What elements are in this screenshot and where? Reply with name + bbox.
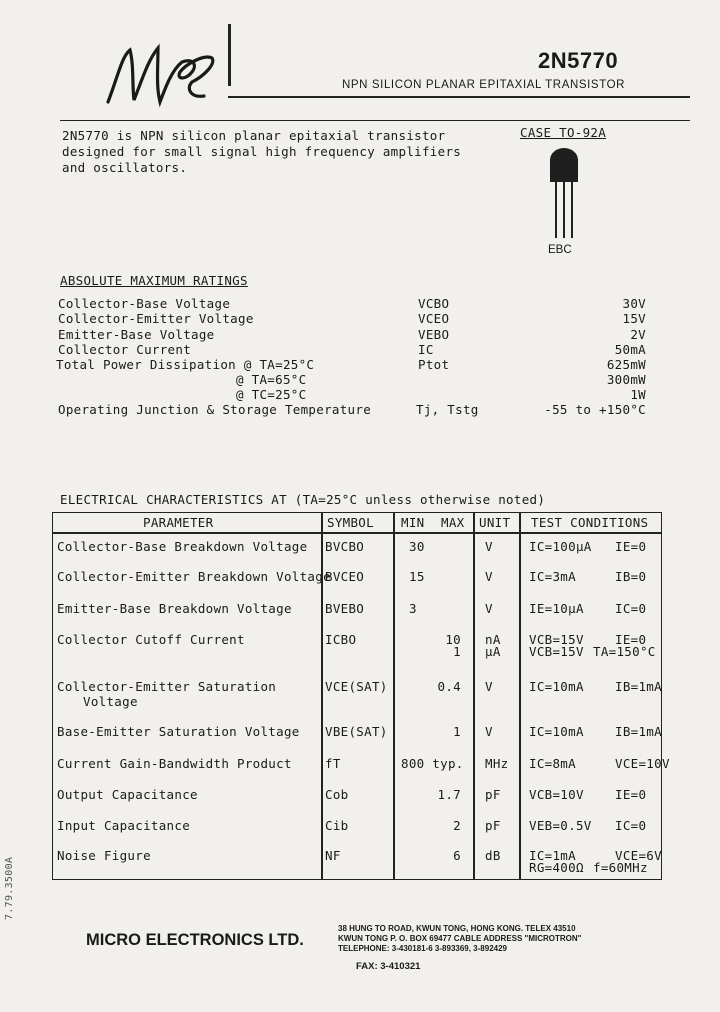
company-address xyxy=(338,924,581,954)
abs-max-param: @ TA=65°C xyxy=(236,372,307,387)
ec-param: Collector Cutoff Current xyxy=(57,632,245,647)
ec-param: Noise Figure xyxy=(57,848,151,863)
ec-unit: V xyxy=(485,539,493,554)
abs-max-symbol: Ptot xyxy=(418,357,450,372)
ec-test: VCB=10V xyxy=(529,787,584,802)
abs-max-symbol: VCEO xyxy=(418,311,450,326)
intro-line: and oscillators. xyxy=(62,160,188,175)
ec-symbol: BVEBO xyxy=(325,601,365,616)
ec-test: IC=0 xyxy=(615,601,647,616)
ec-param-cont: Voltage xyxy=(83,694,138,709)
abs-max-symbol: VEBO xyxy=(418,327,450,342)
address-line: TELEPHONE: 3-430181-6 3-893369, 3-892429 xyxy=(338,944,507,953)
ec-max: 10 xyxy=(445,632,461,647)
ec-param: Collector-Base Breakdown Voltage xyxy=(57,539,308,554)
col-header-test: TEST CONDITIONS xyxy=(531,515,649,530)
ec-param: Collector-Emitter Saturation xyxy=(57,679,277,694)
abs-max-heading: ABSOLUTE MAXIMUM RATINGS xyxy=(60,273,248,288)
ec-test: VCB=15V xyxy=(529,632,584,647)
ec-test: VCE=6V xyxy=(615,848,662,863)
part-number: 2N5770 xyxy=(538,48,619,73)
abs-max-value: 1W xyxy=(630,387,646,402)
ec-unit: V xyxy=(485,601,493,616)
abs-max-param: Collector Current xyxy=(58,342,192,357)
abs-max-symbol: Tj, Tstg xyxy=(416,402,479,417)
abs-max-param: @ TC=25°C xyxy=(236,387,307,402)
abs-max-value: 15V xyxy=(622,311,646,326)
ec-test: IC=10mA xyxy=(529,724,584,739)
ec-param: Output Capacitance xyxy=(57,787,198,802)
ec-test: IB=0 xyxy=(615,569,647,584)
ec-param: Current Gain-Bandwidth Product xyxy=(57,756,292,771)
ec-test: IC=1mA xyxy=(529,848,576,863)
col-header-max: MAX xyxy=(441,515,465,530)
ec-test: IC=0 xyxy=(615,818,647,833)
ec-unit: pF xyxy=(485,818,501,833)
abs-max-symbol: IC xyxy=(418,342,434,357)
ec-test: VCB=15V xyxy=(529,644,584,659)
ec-param: Emitter-Base Breakdown Voltage xyxy=(57,601,292,616)
intro-line: 2N5770 is NPN silicon planar epitaxial transistor xyxy=(62,128,446,143)
ec-symbol: BVCBO xyxy=(325,539,365,554)
company-logo xyxy=(100,36,230,114)
to92-package-drawing xyxy=(544,146,584,246)
abs-max-value: -55 to +150°C xyxy=(544,402,646,417)
abs-max-param: Emitter-Base Voltage xyxy=(58,327,215,342)
ec-unit: dB xyxy=(485,848,501,863)
col-divider xyxy=(473,513,475,879)
intro-line: designed for small signal high frequency amplifiers xyxy=(62,144,462,159)
ec-unit: V xyxy=(485,724,493,739)
ec-max: 1 xyxy=(453,724,461,739)
ec-test: IC=3mA xyxy=(529,569,576,584)
col-header-parameter: PARAMETER xyxy=(143,515,214,530)
ec-unit: V xyxy=(485,679,493,694)
abs-max-value: 2V xyxy=(630,327,646,342)
abs-max-value: 625mW xyxy=(606,357,646,372)
ec-symbol: ICBO xyxy=(325,632,357,647)
ec-max: 0.4 xyxy=(437,679,461,694)
ec-symbol: VCE(SAT) xyxy=(325,679,388,694)
ec-unit: μA xyxy=(485,644,501,659)
ec-test: IC=8mA xyxy=(529,756,576,771)
abs-max-value: 30V xyxy=(622,296,646,311)
col-divider xyxy=(519,513,521,879)
ec-symbol: Cib xyxy=(325,818,349,833)
ec-max: 2 xyxy=(453,818,461,833)
ec-min: 800 typ. xyxy=(401,756,464,771)
header-row-rule xyxy=(53,532,661,534)
address-line: KWUN TONG P. O. BOX 69477 CABLE ADDRESS "MICROTRON" xyxy=(338,934,582,943)
ec-unit: V xyxy=(485,569,493,584)
col-divider xyxy=(393,513,395,879)
ec-max: 1 xyxy=(453,644,461,659)
ec-test: TA=150°C xyxy=(593,644,656,659)
case-label: CASE TO-92A xyxy=(520,125,607,140)
abs-max-value: 50mA xyxy=(614,342,646,357)
abs-max-param: Collector-Emitter Voltage xyxy=(58,311,254,326)
elec-table xyxy=(52,512,670,880)
ec-test: IC=100μA xyxy=(529,539,592,554)
ec-max: 6 xyxy=(453,848,461,863)
company-name: MICRO ELECTRONICS LTD. xyxy=(86,931,304,949)
ec-test: IE=0 xyxy=(615,632,647,647)
ec-test: RG=400Ω xyxy=(529,860,584,875)
col-header-unit: UNIT xyxy=(479,515,511,530)
abs-max-param: Total Power Dissipation @ TA=25°C xyxy=(56,357,315,372)
abs-max-value: 300mW xyxy=(606,372,646,387)
ec-symbol: Cob xyxy=(325,787,349,802)
ec-symbol: VBE(SAT) xyxy=(325,724,388,739)
col-header-min: MIN xyxy=(401,515,425,530)
ec-test: IE=10μA xyxy=(529,601,584,616)
header-divider xyxy=(228,24,231,86)
header-rule xyxy=(228,96,690,98)
ec-max: 1.7 xyxy=(437,787,461,802)
part-subtitle: NPN SILICON PLANAR EPITAXIAL TRANSISTOR xyxy=(342,79,626,91)
pin-label: EBC xyxy=(548,244,572,256)
intro-rule xyxy=(60,120,690,121)
ec-symbol: NF xyxy=(325,848,341,863)
ec-min: 30 xyxy=(409,539,425,554)
ec-unit: nA xyxy=(485,632,501,647)
address-line: 38 HUNG TO ROAD, KWUN TONG, HONG KONG. TELEX 43510 xyxy=(338,924,576,933)
ec-test: VCE=10V xyxy=(615,756,670,771)
ec-test: IC=10mA xyxy=(529,679,584,694)
abs-max-param: Operating Junction & Storage Temperature xyxy=(58,402,372,417)
ec-param: Base-Emitter Saturation Voltage xyxy=(57,724,300,739)
abs-max-param: Collector-Base Voltage xyxy=(58,296,231,311)
ec-symbol: fT xyxy=(325,756,341,771)
ec-test: IE=0 xyxy=(615,787,647,802)
ec-test: VEB=0.5V xyxy=(529,818,592,833)
ec-min: 15 xyxy=(409,569,425,584)
ec-param: Collector-Emitter Breakdown Voltage xyxy=(57,569,331,584)
fax-number: FAX: 3-410321 xyxy=(356,961,421,972)
ec-unit: MHz xyxy=(485,756,509,771)
ec-symbol: BVCEO xyxy=(325,569,365,584)
ec-test: IE=0 xyxy=(615,539,647,554)
abs-max-symbol: VCBO xyxy=(418,296,450,311)
col-divider xyxy=(321,513,323,879)
ec-min: 3 xyxy=(409,601,417,616)
ec-unit: pF xyxy=(485,787,501,802)
ec-test: IB=1mA xyxy=(615,679,662,694)
elec-heading: ELECTRICAL CHARACTERISTICS AT (TA=25°C unless otherwise noted) xyxy=(60,492,546,507)
ec-test: f=60MHz xyxy=(593,860,648,875)
side-note: 7.79.3500A xyxy=(4,856,15,920)
ec-param: Input Capacitance xyxy=(57,818,191,833)
col-header-symbol: SYMBOL xyxy=(327,515,374,530)
ec-test: IB=1mA xyxy=(615,724,662,739)
intro-text xyxy=(62,128,461,176)
